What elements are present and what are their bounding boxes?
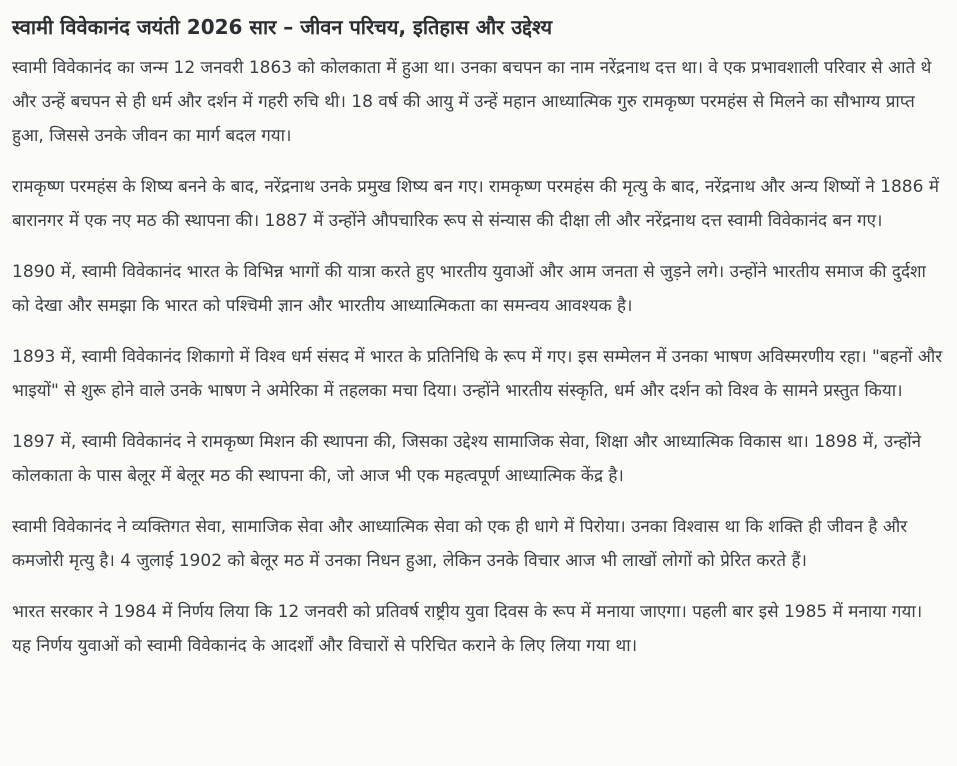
paragraph-national-youth-day: भारत सरकार ने 1984 में निर्णय लिया कि 12 जनवरी को प्रतिवर्ष राष्ट्रीय युवा दिवस के रूप में मनाया जाएगा। पहली बार इसे 1985 में मनाया गया। यह निर्णय युवाओं को स्वामी विवेकानंद के आदर्शों और विचारों से परिचित कराने के लिए लिया गया था। xyxy=(12,602,923,656)
paragraph-chicago-1893: 1893 में, स्वामी विवेकानंद शिकागो में विश्व धर्म संसद में भारत के प्रतिनिधि के रूप में गए। इस सम्मेलन में उनका भाषण अविस्मरणीय रहा। "बहनों और भाइयों" से शुरू होने वाले उनके भाषण ने अमेरिका में तहलका मचा दिया। उन्होंने भारतीय संस्कृति, धर्म और दर्शन को विश्व के सामने प्रस्तुत किया। xyxy=(12,347,943,401)
paragraph-birth-early-life: स्वामी विवेकानंद का जन्म 12 जनवरी 1863 को कोलकाता में हुआ था। उनका बचपन का नाम नरेंद्रनाथ दत्त था। वे एक प्रभावशाली परिवार से आते थे और उन्हें बचपन से ही धर्म और दर्शन में गहरी रुचि थी। 18 वर्ष की आयु में उन्हें महान आध्यात्मिक गुरु रामकृष्ण परमहंस से मिलने का सौभाग्य प्राप्त हुआ, जिससे उनके जीवन का मार्ग बदल गया। xyxy=(12,58,932,146)
paragraph-philosophy-death: स्वामी विवेकानंद ने व्यक्तिगत सेवा, सामाजिक सेवा और आध्यात्मिक सेवा को एक ही धागे में पिरोया। उनका विश्वास था कि शक्ति ही जीवन है और कमजोरी मृत्यु है। 4 जुलाई 1902 को बेलूर मठ में उनका निधन हुआ, लेकिन उनके विचार आज भी लाखों लोगों को प्रेरित करते हैं। xyxy=(12,517,908,571)
article-title: स्वामी विवेकानंद जयंती 2026 सार – जीवन परिचय, इतिहास और उद्देश्य xyxy=(12,15,553,39)
paragraph-sannyas: रामकृष्ण परमहंस के शिष्य बनने के बाद, नरेंद्रनाथ उनके प्रमुख शिष्य बन गए। रामकृष्ण परमहंस की मृत्यु के बाद, नरेंद्रनाथ और अन्य शिष्यों ने 1886 में बारानगर में एक नए मठ की स्थापना की। 1887 में उन्होंने औपचारिक रूप से संन्यास की दीक्षा ली और नरेंद्रनाथ दत्त स्वामी विवेकानंद बन गए। xyxy=(12,177,939,231)
paragraph-ramakrishna-mission: 1897 में, स्वामी विवेकानंद ने रामकृष्ण मिशन की स्थापना की, जिसका उद्देश्य सामाजिक सेवा, शिक्षा और आध्यात्मिक विकास था। 1898 में, उन्होंने कोलकाता के पास बेलूर में बेलूर मठ की स्थापना की, जो आज भी एक महत्वपूर्ण आध्यात्मिक केंद्र है। xyxy=(12,432,922,486)
paragraph-travels-1890: 1890 में, स्वामी विवेकानंद भारत के विभिन्न भागों की यात्रा करते हुए भारतीय युवाओं और आम जनता से जुड़ने लगे। उन्होंने भारतीय समाज की दुर्दशा को देखा और समझा कि भारत को पश्चिमी ज्ञान और भारतीय आध्यात्मिकता का समन्वय आवश्यक है। xyxy=(12,262,926,316)
